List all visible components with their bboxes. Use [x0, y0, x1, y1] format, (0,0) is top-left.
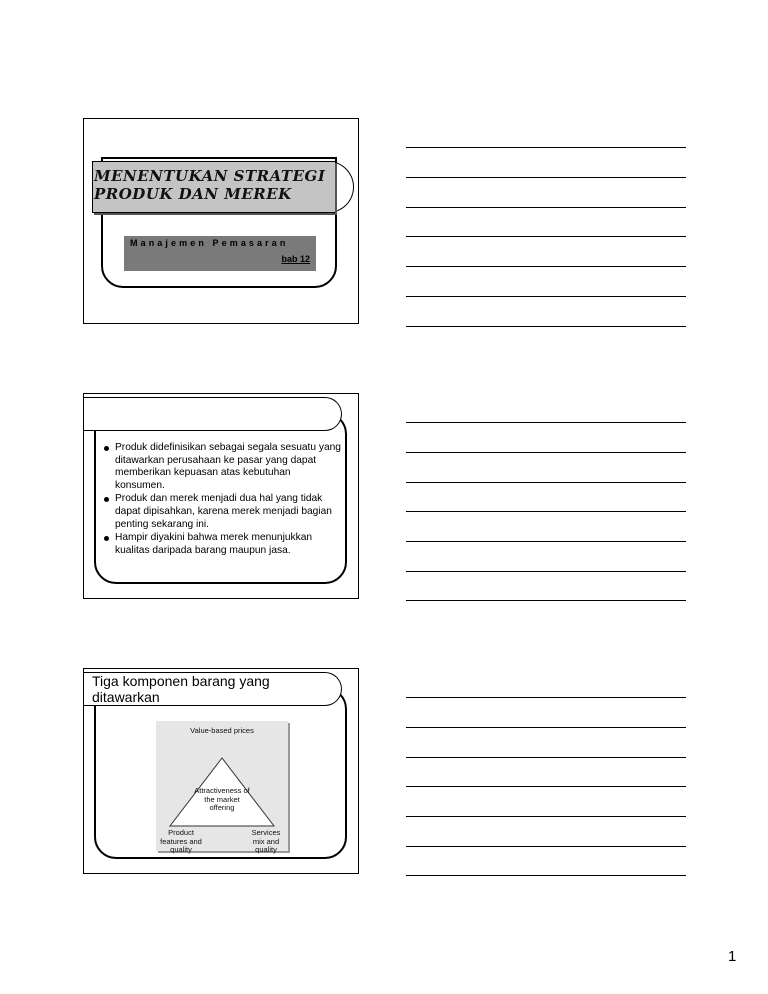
bullet-item: Produk dan merek menjadi dua hal yang tidak dapat dipisahkan, karena merek menjadi bagian penting sekarang ini.: [104, 493, 342, 531]
note-line: [406, 147, 686, 148]
note-line: [406, 482, 686, 483]
note-line: [406, 207, 686, 208]
slide-title-line-1: MENENTUKAN STRATEGI: [94, 167, 326, 185]
top-label: Value-based prices: [190, 726, 254, 735]
note-line: [406, 727, 686, 728]
center-label: Attractiveness of the market offering: [194, 786, 250, 812]
note-line: [406, 816, 686, 817]
chapter-label: bab 12: [281, 254, 310, 264]
header-bar: [84, 397, 324, 431]
slide-title: Tiga komponen barang yang ditawarkan: [92, 673, 270, 705]
slide-title: [94, 167, 344, 203]
note-line: [406, 757, 686, 758]
note-line: [406, 786, 686, 787]
note-line: [406, 296, 686, 297]
slide-title-line-2: PRODUK DAN MEREK: [94, 185, 292, 203]
note-line: [406, 600, 686, 601]
bullet-item: Hampir diyakini bahwa merek menunjukkan kualitas daripada barang maupun jasa.: [104, 532, 342, 557]
note-line: [406, 326, 686, 327]
note-line: [406, 571, 686, 572]
offering-diagram: [156, 721, 288, 854]
note-line: [406, 511, 686, 512]
note-line: [406, 541, 686, 542]
right-label: Services mix and quality: [251, 828, 281, 854]
note-line: [406, 236, 686, 237]
note-line: [406, 266, 686, 267]
page-number: 1: [728, 948, 737, 965]
note-line: [406, 875, 686, 876]
note-line: [406, 177, 686, 178]
slide-1-title: [83, 118, 359, 324]
note-line: [406, 422, 686, 423]
note-line: [406, 846, 686, 847]
left-label: Product features and quality: [160, 828, 202, 854]
note-line: [406, 452, 686, 453]
slide-2-bullets: [83, 393, 359, 599]
note-line: [406, 697, 686, 698]
bullet-list: [104, 442, 342, 558]
subtitle: Manajemen Pemasaran: [130, 238, 289, 248]
bullet-item: Produk didefinisikan sebagai segala sesuatu yang ditawarkan perusahaan ke pasar yang dapat memberikan kepuasan atas kebutuhan konsumen.: [104, 442, 342, 492]
slide-3-diagram: [83, 668, 359, 874]
